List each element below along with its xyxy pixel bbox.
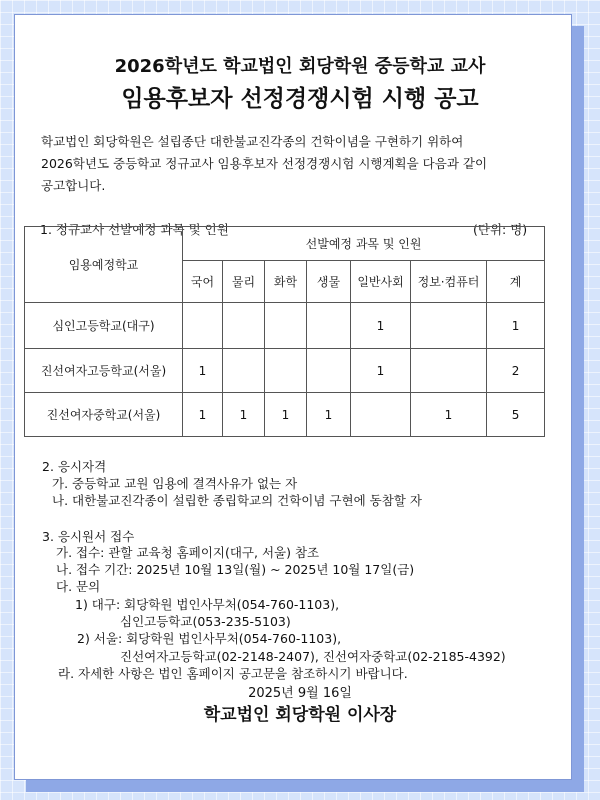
count-cell: 1 — [183, 393, 223, 437]
contact-daegu-line2: 심인고등학교(053-235-5103) — [120, 614, 291, 629]
count-cell: 1 — [223, 393, 265, 437]
section3-item-da: 다. 문의 — [56, 579, 101, 594]
section1-heading: 1. 정규교사 선발예정 과목 및 인원 — [40, 222, 229, 237]
intro-line-2: 2026학년도 중등학교 정규교사 임용후보자 선정경쟁시험 시행계획을 다음과 같이 — [41, 156, 488, 171]
count-cell: 1 — [411, 393, 487, 437]
count-cell: 1 — [307, 393, 351, 437]
section3-heading: 3. 응시원서 접수 — [42, 529, 135, 544]
total-cell: 5 — [487, 393, 545, 437]
subject-header: 생물 — [307, 261, 351, 303]
school-cell: 심인고등학교(대구) — [25, 303, 183, 349]
count-cell — [411, 349, 487, 393]
count-cell — [307, 303, 351, 349]
total-cell: 2 — [487, 349, 545, 393]
total-header: 계 — [487, 261, 545, 303]
section2-heading: 2. 응시자격 — [42, 459, 107, 474]
notice-title-line2: 임용후보자 선정경쟁시험 시행 공고 — [121, 86, 479, 112]
subject-header: 정보·컴퓨터 — [411, 261, 487, 303]
section3-item-ra: 라. 자세한 사항은 법인 홈페이지 공고문을 참조하시기 바랍니다. — [58, 666, 408, 681]
count-cell — [307, 349, 351, 393]
notice-title-line1: 2026학년도 학교법인 회당학원 중등학교 교사 — [114, 56, 486, 77]
section3-item-ga: 가. 접수: 관할 교육청 홈페이지(대구, 서울) 참조 — [56, 545, 320, 560]
count-cell — [223, 349, 265, 393]
contact-daegu-line1: 1) 대구: 회당학원 법인사무처(054-760-1103), — [75, 597, 340, 612]
section2-item-ga: 가. 중등학교 교원 임용에 결격사유가 없는 자 — [52, 476, 298, 491]
subject-header: 일반사회 — [351, 261, 411, 303]
intro-line-3: 공고합니다. — [41, 178, 106, 193]
table-row — [25, 393, 545, 437]
count-cell: 1 — [351, 303, 411, 349]
school-cell: 진선여자고등학교(서울) — [25, 349, 183, 393]
count-cell — [411, 303, 487, 349]
table-row — [25, 303, 545, 349]
count-cell — [265, 349, 307, 393]
school-cell: 진선여자중학교(서울) — [25, 393, 183, 437]
table-row — [25, 349, 545, 393]
count-cell — [351, 393, 411, 437]
unit-label: (단위: 명) — [473, 222, 528, 237]
contact-seoul-line1: 2) 서울: 회당학원 법인사무처(054-760-1103), — [77, 631, 342, 646]
recruitment-table — [24, 226, 545, 437]
notice-date: 2025년 9월 16일 — [248, 686, 352, 701]
subject-header: 화학 — [265, 261, 307, 303]
issuer-name: 학교법인 회당학원 이사장 — [203, 705, 397, 725]
subject-group-header: 선발예정 과목 및 인원 — [183, 227, 545, 261]
subject-header: 국어 — [183, 261, 223, 303]
intro-line-1: 학교법인 회당학원은 설립종단 대한불교진각종의 건학이념을 구현하기 위하여 — [41, 134, 464, 149]
subject-header: 물리 — [223, 261, 265, 303]
count-cell — [265, 303, 307, 349]
contact-seoul-line2: 진선여자고등학교(02-2148-2407), 진선여자중학교(02-2185-4392) — [120, 649, 506, 664]
total-cell: 1 — [487, 303, 545, 349]
count-cell — [183, 303, 223, 349]
section2-item-na: 나. 대한불교진각종이 설립한 종립학교의 건학이념 구현에 동참할 자 — [52, 493, 422, 508]
school-header: 임용예정학교 — [25, 227, 183, 303]
section3-item-na: 나. 접수 기간: 2025년 10월 13일(월) ~ 2025년 10월 17일(금) — [56, 562, 415, 577]
count-cell — [223, 303, 265, 349]
count-cell: 1 — [265, 393, 307, 437]
count-cell: 1 — [183, 349, 223, 393]
count-cell: 1 — [351, 349, 411, 393]
